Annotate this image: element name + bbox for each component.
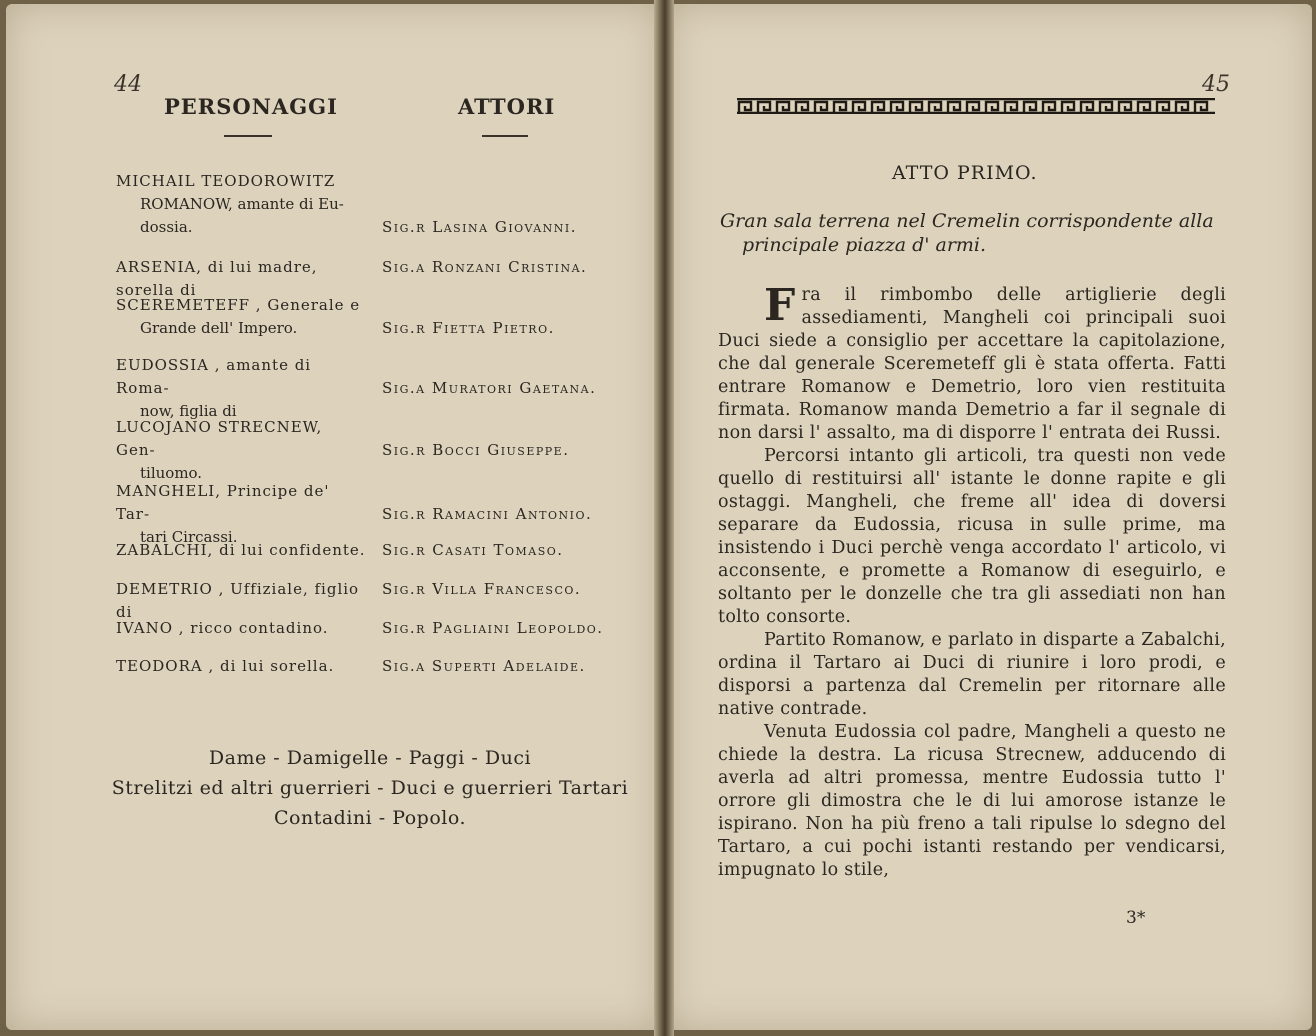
actor-name: Sig.r Casati Tomaso. xyxy=(382,541,564,559)
scene-description xyxy=(720,209,1230,257)
book-gutter xyxy=(654,0,674,1036)
act-title: ATTO PRIMO. xyxy=(892,162,1038,184)
role-name: SCEREMETEFF , Generale e xyxy=(116,296,361,314)
paragraph: Venuta Eudossia col padre, Mangheli a questo ne chiede la destra. La ricusa Strecnew, adducendo di averla ad altri promessa, mentre Eudossia tutto l' orrore gli dimostra che le di lui amorose istanze le ispirano. Non ha più freno a tali ripulse lo sdegno del Tartaro, a cui pochi istanti restando per vendicarsi, impugnato lo stile, xyxy=(718,722,1226,880)
role-description: tiluomo. xyxy=(140,464,203,482)
role-entry xyxy=(116,539,366,562)
role-name: ARSENIA, di lui madre, sorella di xyxy=(116,258,318,299)
role-name: IVANO , ricco contadino. xyxy=(116,619,329,637)
role-name: DEMETRIO , Uffiziale, figlio di xyxy=(116,580,360,621)
role-description: dossia. xyxy=(140,218,193,236)
role-name: EUDOSSIA , amante di Roma- xyxy=(116,356,312,397)
role-entry xyxy=(116,617,366,640)
actor-name: Sig.a Ronzani Cristina. xyxy=(382,258,588,276)
role-name: MICHAIL TEODOROWITZ xyxy=(116,172,336,190)
actor-name: Sig.r Pagliaini Leopoldo. xyxy=(382,619,604,637)
act-synopsis xyxy=(718,280,1226,882)
actor-name: Sig.r Bocci Giuseppe. xyxy=(382,441,570,459)
role-name: ZABALCHI, di lui confidente. xyxy=(116,541,366,559)
greek-key-pattern xyxy=(737,99,1215,113)
role-entry xyxy=(116,354,366,423)
drop-cap: F xyxy=(764,280,796,331)
actor-name: Sig.a Muratori Gaetana. xyxy=(382,379,597,397)
page-number-right: 45 xyxy=(1202,72,1230,97)
role-entry xyxy=(116,655,366,678)
header-personaggi: PERSONAGGI xyxy=(164,94,338,119)
paragraph: Percorsi intanto gli articoli, tra questi non vede quello di restituirsi all' istante le donne rapite e gli ostaggi. Mangheli, che freme all' idea di doversi separare da Eudossia, ricusa in sulle prime, ma insistendo i Duci perchè venga accordato l' articolo, vi acconsente, e promette a Romanow di eseguirlo, e soltanto per le donzelle che tra gli assediati non han tolto consorte. xyxy=(718,446,1226,627)
greek-key-border xyxy=(737,98,1215,114)
actor-name: Sig.r Villa Francesco. xyxy=(382,580,582,598)
role-name: LUCOJANO STRECNEW, Gen- xyxy=(116,418,323,459)
header-rule-left xyxy=(224,135,272,137)
actor-name: Sig.a Superti Adelaide. xyxy=(382,657,586,675)
role-entry xyxy=(116,294,366,340)
chorus-line: Strelitzi ed altri guerrieri - Duci e guerrieri Tartari xyxy=(111,777,629,799)
role-name: TEODORA , di lui sorella. xyxy=(116,657,335,675)
page-number-left: 44 xyxy=(114,72,142,97)
chorus-list xyxy=(100,743,640,833)
paragraph: Partito Romanow, e parlato in disparte a Zabalchi, ordina il Tartaro ai Duci di riunire i loro prodi, e disporsi a partenza dal Cremelin per ritornare alle native contrade. xyxy=(718,630,1226,719)
role-entry xyxy=(116,416,366,485)
chorus-line: Dame - Damigelle - Paggi - Duci xyxy=(208,747,532,769)
header-rule-right xyxy=(482,135,528,137)
paragraph: ra il rimbombo delle artiglierie degli assediamenti, Mangheli coi principali suoi Duci siede a consiglio per accettare la capitolazione, che dal generale Sceremeteff gli è stata offerta. Fatti entrare Romanow e Demetrio, loro vien restituita firmata. Romanow manda Demetrio a far il segnale di non darsi l' assalto, ma di disporre l' entrata dei Russi. xyxy=(718,285,1226,443)
role-description: ROMANOW, amante di Eu- xyxy=(140,195,344,213)
header-attori: ATTORI xyxy=(458,94,556,119)
role-description: Grande dell' Impero. xyxy=(140,319,298,337)
chorus-line: Contadini - Popolo. xyxy=(273,807,466,829)
signature-mark: 3* xyxy=(1126,908,1146,928)
role-description: now, figlia di xyxy=(140,402,237,420)
actor-name: Sig.r Fietta Pietro. xyxy=(382,319,555,337)
role-description: tari Circassi. xyxy=(140,528,238,546)
role-name: MANGHELI, Principe de' Tar- xyxy=(116,482,330,523)
actor-name: Sig.r Ramacini Antonio. xyxy=(382,505,593,523)
scene-line: Gran sala terrena nel Cremelin corrispondente alla xyxy=(720,210,1214,232)
scene-line: principale piazza d' armi. xyxy=(742,234,987,256)
role-entry xyxy=(116,170,366,239)
actor-name: Sig.r Lasina Giovanni. xyxy=(382,218,578,236)
